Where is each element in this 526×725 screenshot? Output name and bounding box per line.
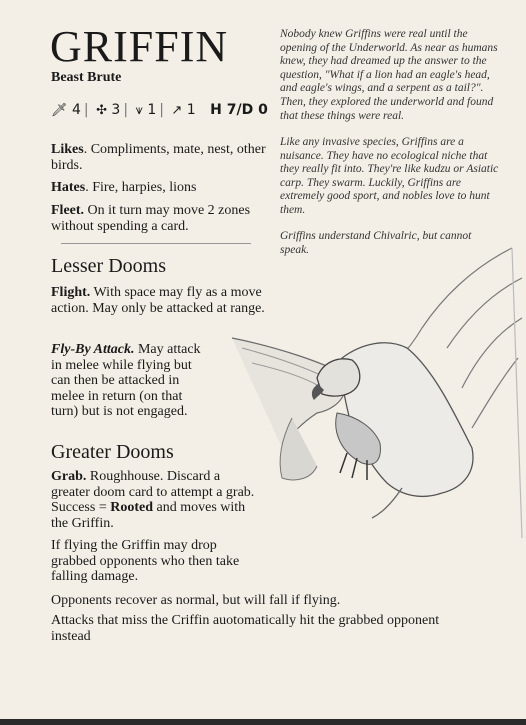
rooted-keyword: Rooted (110, 500, 154, 515)
bottom-border (0, 719, 526, 725)
miss-rule: Attacks that miss the Criffin auotomatically hit the grabbed opponent instead (51, 613, 440, 644)
stat-value-sword: 4 (71, 102, 81, 118)
lore-paragraph-2: Like any invasive species, Griffins are a nuisance. They have no ecological niche that they really fit into. They're like kudzu or Asiatic carp. They swarm. Luckily, Griffins are extremely good sport, and nobles love to hunt them. (280, 136, 499, 216)
trait-name: Fleet. (51, 203, 85, 218)
ability-text: May attack in melee while flying but can then be attacked in melee in return (on that turn) but is not engaged. (51, 342, 201, 419)
stat-value-goblet: 1 (147, 102, 157, 118)
trait-name: Hates (51, 180, 86, 195)
lesser-dooms-heading: Lesser Dooms (51, 255, 166, 277)
ability-text: Roughhouse. Discard a greater doom card to attempt a grab. Success = (51, 469, 255, 515)
page-title: GRIFFIN (50, 22, 229, 71)
drop-rule: If flying the Griffin may drop grabbed opponents who then take falling damage. (51, 538, 240, 584)
stat-line (51, 102, 268, 118)
griffin-illustration (222, 238, 526, 538)
lore-paragraph-1: Nobody knew Griffins were real until the opening of the Underworld. As near as humans knew, they had dreamed up the answer to the question, "What if a lion had an eagle's head, and eagle's wings, and a serpent as a tail?". Then, they explored the underworld and found that these things were real. (280, 28, 498, 122)
trait-fleet (51, 203, 266, 234)
ability-name: Fly-By Attack. (51, 342, 135, 357)
stat-value-shield: 3 (111, 102, 121, 118)
recover-rule: Opponents recover as normal, but will fall if flying. (51, 593, 341, 608)
trait-hates (51, 180, 266, 196)
creature-type: Beast Brute (51, 70, 122, 85)
ability-name: Flight. (51, 285, 91, 300)
trait-text: On it turn may move 2 zones without spending a card. (51, 203, 251, 234)
greater-dooms-heading: Greater Dooms (51, 441, 174, 463)
lore-paragraph-3: Griffins understand Chivalric, but cannot speak. (280, 230, 472, 256)
trait-text: . Compliments, mate, nest, other birds. (51, 142, 266, 173)
wand-icon: ↗ (171, 103, 183, 118)
health-defense: H 7/D 0 (210, 102, 268, 118)
shield-icon: ✣ (96, 103, 107, 118)
ability-name: Grab. (51, 469, 87, 484)
trait-name: Likes (51, 142, 84, 157)
ability-text: and moves with the Griffin. (51, 500, 246, 531)
ability-text: With space may fly as a move action. May only be attacked at range. (51, 285, 265, 316)
sword-icon: 🗡︎ (51, 103, 68, 118)
trait-likes (51, 142, 266, 173)
trait-text: . Fire, harpies, lions (85, 180, 197, 195)
stat-separator: | (83, 102, 89, 118)
flyby-ability (51, 342, 211, 420)
stat-separator: | (123, 102, 129, 118)
goblet-icon: ⩛ (135, 103, 143, 118)
stat-value-wand: 1 (186, 102, 196, 118)
stat-separator: | (159, 102, 164, 118)
